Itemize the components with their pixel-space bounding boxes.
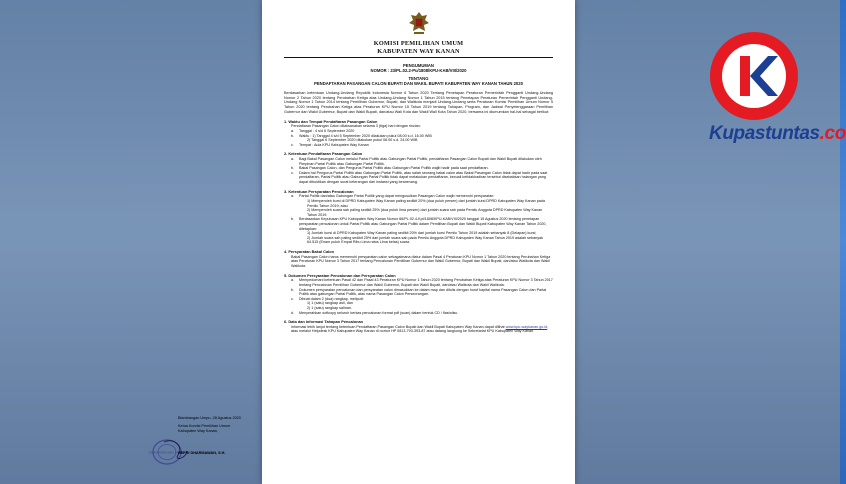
section-body — [284, 255, 553, 269]
brand-name: Kupastuntas — [709, 123, 820, 144]
section-title: 3. Ketentuan Persyaratan Pencalonan — [284, 188, 354, 194]
list-item — [291, 278, 553, 287]
list-text: 2) Tanggal 6 September 2020 dilakukan pukul 08.00 s.d. 24.00 WIB — [307, 138, 418, 143]
list-text: Bakal Pasangan Calon, dan Pengurus Partai Politik atau Gabungan Partai Politik wajib hadir pada saat pendaftaran. — [299, 166, 489, 171]
list-marker: c. — [291, 296, 294, 301]
header-divider — [284, 57, 553, 58]
section-title: 1. Waktu dan Tempat Pendaftaran Pasangan Calon — [284, 118, 378, 124]
list-marker: c. — [291, 170, 294, 175]
list-marker — [299, 236, 307, 245]
list-marker: b. — [291, 217, 295, 222]
list-marker: d. — [291, 310, 295, 315]
list-text: 1) Jumlah kursi di DPRD Kabupaten Way Kanan paling sedikit 20% dari jumlah kursi Pemilu Tahun 2019 adalah sebanyak 8 (Delapan) kursi; — [307, 231, 537, 236]
section-body — [284, 278, 553, 315]
list-item — [291, 217, 553, 231]
list-marker: b. — [291, 133, 295, 138]
list-text: Waktu : 1) Tanggal 4 s/d 5 September 2020 dilakukan pukul 08.00 s.d. 16.00 WIB — [299, 133, 432, 138]
list-item — [291, 171, 553, 185]
section-body — [284, 194, 553, 245]
list-item — [291, 311, 553, 316]
section-title: 6. Data dan Informasi Tahapan Pencalonan — [284, 319, 364, 325]
list-text: Berdasarkan Keputusan KPU Kabupaten Way Kanan Nomor 66/PL.02.4-Kpt/1808/KPU-KAB/VIII/2020 tanggal 15 Agustus 2020 tentang penetapan persyaratan pencalonan untuk Partai Politik atau Gabungan Partai Politik dalam Pemilihan Bupati dan Wakil Bupati Kabupaten Way Kanan Tahun 2020, ditetapkan: — [299, 217, 547, 231]
signature-name: HEFRI DHARMAWAN, S.H. — [178, 451, 226, 456]
list-item — [291, 143, 553, 148]
list-item — [291, 208, 553, 217]
list-item — [291, 288, 553, 297]
list-text: 2) Memperoleh suara sah paling sedikit 25% (dua puluh lima persen) dari jumlah suara sah pada Pemilu Anggota DPRD Kabupaten Way Kanan Tahun 2019. — [307, 208, 543, 217]
list-text: Dalam hal Pengurus Partai Politik atau Gabungan Partai Politik, atau salah seorang bakal calon atau Bakal Pasangan Calon tidak dapat hadir pada saat pendaftaran, Partai Politik atau Gabungan Partai Politik tidak dapat melakukan pendaftaran, kecuali ketidakhadiran tersebut disebabkan halangan yang dapat dibuktikan dengan surat keterangan dari instansi yang berwenang. — [299, 170, 548, 185]
list-marker: b. — [291, 287, 295, 292]
intro-paragraph: Berdasarkan ketentuan Undang-Undang Republik Indonesia Nomor 6 Tahun 2020 Tentang Penetapan Peraturan Pemerintah Pengganti Undang-Undang Nomor 2 Tahun 2020 tentang Perubahan Ketiga atas Undang-Undang Nomor 1 Tahun 2015 tentang Penetapan Peraturan Pemerintah Pengganti Undang-Undang Nomor 1 Tahun 2014 tentang Pemilihan Gubernur, Bupati, dan Walikota menjadi Undang-Undang serta Peraturan Komisi Pemilihan Umum Nomor 5 Tahun 2020 tentang Perubahan Ketiga atas Peraturan KPU Nomor 15 Tahun 2019 tentang Tahapan, Program, dan Jadwal Penyelenggaraan Pemilihan Gubernur dan Wakil Gubernur, Bupati dan Wakil Bupati, dan/atau Wali Kota dan Wakil Wali Kota Tahun 2020, bersama ini diumumkan hal-hal sebagai berikut: — [284, 91, 553, 114]
announcement-subject: PENDAFTARAN PASANGAN CALON BUPATI DAN WAKIL BUPATI KABUPATEN WAY KANAN TAHUN 2020 — [314, 81, 523, 86]
section-lead: Bakal Pasangan Calon harus memenuhi persyaratan calon sebagaimana diatur dalam Pasal 4 Peraturan KPU Nomor 1 Tahun 2020 tentang Perubahan Ketiga atas Peraturan KPU Nomor 3 Tahun 2017 tentang Pencalonan Pemilihan Gubernur dan Wakil Gubernur, Bupati dan Wakil Bupati, dan/atau Walikota dan Wakil Walikota. — [291, 254, 551, 268]
section-lead — [291, 325, 553, 334]
list-text: Tempat : Aula KPU Kabupaten Way Kanan — [299, 142, 369, 147]
announcement-document — [262, 0, 575, 484]
website-link[interactable]: www.kpu-waykanan.go.id — [505, 324, 548, 329]
org-line-1: KOMISI PEMILIHAN UMUM — [373, 40, 464, 47]
signature-role-2: Kabupaten Way Kanan, — [178, 428, 218, 433]
section-lead-text: Informasi lebih lanjut tentang ketentuan Pendaftaran Pasangan Calon Bupati dan Wakil Bupati Kabupaten Way Kanan dapat dilihat — [291, 324, 505, 329]
list-item — [291, 199, 553, 208]
section-body — [284, 124, 553, 147]
announcement-about: TENTANG — [408, 76, 429, 81]
list-item — [291, 157, 553, 166]
signature-block — [178, 416, 298, 456]
list-text: Bagi Bakal Pasangan Calon melalui Partai Politik atau Gabungan Partai Politik, pendaftaran Pasangan Calon Bupati dan Wakil Bupati dilakukan oleh Pimpinan Partai Politik atau Gabungan Partai Politik. — [299, 157, 542, 166]
brand-tld: .co — [819, 123, 846, 144]
list-text: Dokumen persyaratan pencalonan dan persyaratan calon dimasukkan ke dalam map dan ditulis dengan huruf kapital nama Pasangan Calon dan Partai Politik atau gabungan Partai Politik, atau nama Pasangan Calon Perseorangan. — [299, 287, 547, 297]
section-body — [284, 325, 553, 334]
list-marker — [299, 208, 307, 217]
section-title: 4. Persyaratan Bakal Calon — [284, 248, 334, 254]
stamp-text: KABUPATEN WAY KANAN — [148, 450, 186, 455]
signature-role-1: Ketua Komisi Pemilihan Umum — [178, 423, 231, 428]
list-text: Tanggal : 4 s/d 6 September 2020 — [299, 128, 355, 133]
section-body — [284, 157, 553, 185]
list-text: Mempedomani ketentuan Pasal 42 dan Pasal 43 Peraturan KPU Nomor 1 Tahun 2020 tentang Perubahan Ketiga atas Peraturan KPU Nomor 3 Tahun 2017 tentang Pencalonan Pemilihan Gubernur dan Wakil Gubernur, Bupati dan Wakil Bupati, dan/atau Walikota dan Wakil Walikota. — [299, 278, 553, 287]
list-text: 2) Jumlah suara sah paling sedikit 25% dari jumlah suara sah pada Pemilu Anggota DPRD Kabupaten Way Kanan Tahun 2019 adalah sebanyak 64.515 (Enam puluh Empat Ribu Lima ratus Lima belas) suara. — [307, 235, 543, 245]
list-marker: c. — [291, 142, 294, 147]
garuda-emblem-icon — [408, 10, 430, 36]
list-marker: a. — [291, 278, 295, 283]
brand-wordmark — [709, 123, 846, 145]
list-text: 1) 1 (satu) rangkap asli, dan — [307, 301, 353, 306]
announcement-number: NOMOR : 23/PL.02.2-Pu/1808/KPU-KAB/VIII/2020 — [370, 68, 467, 73]
list-marker: b. — [291, 166, 295, 171]
list-text: 1) Memperoleh kursi di DPRD Kabupaten Way Kanan paling sedikit 20% (dua puluh persen) dari jumlah kursi DPRD Kabupaten Way Kanan pada Pemilu Tahun 2019; atau — [307, 199, 545, 208]
list-item — [291, 236, 553, 245]
list-marker — [299, 199, 307, 208]
list-text: 2) 1 (satu) rangkap salinan. — [307, 305, 352, 310]
list-text: Partai Politik dan/atau Gabungan Partai Politik yang dapat mengusulkan Pasangan Calon wajib memenuhi persyaratan: — [299, 194, 495, 199]
section-title: 5. Dokumen Persyaratan Pencalonan dan Persyaratan Calon — [284, 272, 396, 278]
section-lead-text-after: , atau melalui Helpdesk KPU Kabupaten Way Kanan di nomor HP 0813-793-393-87 atau datang langsung ke Sekretariat KPU Kabupaten Way Kanan. — [291, 324, 549, 334]
org-line-2: KABUPATEN WAY KANAN — [377, 47, 460, 55]
announcement-label: PENGUMUMAN — [403, 63, 434, 68]
kupastuntas-k-logo-icon — [708, 30, 800, 122]
list-text: Dibuat dalam 2 (dua) rangkap, meliputi: — [299, 296, 364, 301]
signature-place-date: Blambangan Umpu, 28 Agustus 2020 — [178, 416, 241, 420]
sections-container — [284, 120, 553, 335]
list-text: Menyerahkan softcopy seluruh berkas pencalonan format pdf (scan) dalam bentuk CD / flashdisc. — [299, 310, 459, 315]
list-marker: a. — [291, 157, 295, 162]
list-marker: a. — [291, 128, 295, 133]
section-title: 2. Ketentuan Pendaftaran Pasangan Calon — [284, 151, 363, 157]
list-marker: a. — [291, 194, 295, 199]
section-lead: Pendaftaran Pasangan Calon dilaksanakan selama 3 (tiga) hari dengan rincian: — [291, 124, 421, 129]
